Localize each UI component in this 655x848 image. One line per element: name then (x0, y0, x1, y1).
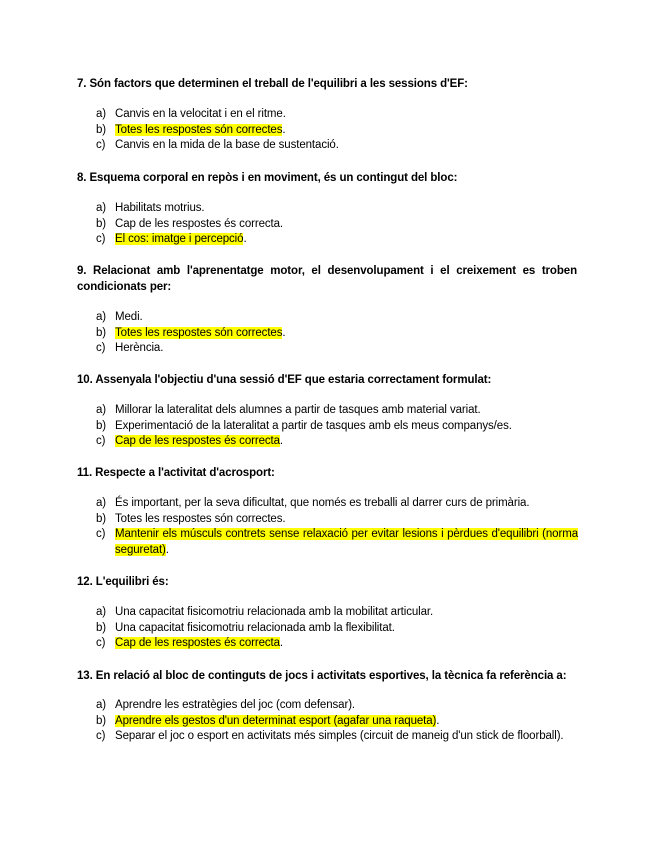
option-b-correct (96, 714, 578, 730)
option-letter: a) (96, 108, 107, 120)
question-13: 13. En relació al bloc de continguts de jocs i activitats esportives, la tècnica fa referència a: (77, 670, 567, 682)
option-letter: a) (96, 404, 107, 416)
highlighted-answer: Aprendre els gestos d'un determinat esport (agafar una raqueta) (115, 714, 437, 727)
question-9: 9. Relacionat amb l'aprenentatge motor, el desenvolupament i el creixement es troben condicionats per: (77, 265, 577, 293)
option-letter: b) (96, 419, 107, 432)
option-letter: a) (96, 699, 107, 711)
option-letter: b) (96, 512, 107, 525)
option-b (96, 621, 578, 637)
option-tail: . (165, 543, 169, 556)
option-text: Habilitats motrius. (115, 202, 205, 214)
option-text: Experimentació de la lateralitat a partir de tasques amb els meus companys/es. (115, 419, 512, 432)
option-letter: c) (96, 528, 106, 541)
option-text: Una capacitat fisicomotriu relacionada amb la mobilitat articular. (115, 606, 434, 618)
option-letter: c) (96, 233, 106, 246)
option-c (96, 729, 578, 745)
option-letter: c) (96, 342, 106, 355)
option-b (96, 217, 578, 233)
option-b (96, 419, 578, 435)
option-b (96, 512, 578, 528)
option-text: Herència. (115, 342, 164, 355)
option-c-correct (96, 434, 578, 450)
option-text: Una capacitat fisicomotriu relacionada amb la flexibilitat. (115, 621, 395, 634)
highlighted-answer: Cap de les respostes és correcta (115, 435, 280, 448)
option-c (96, 341, 578, 357)
option-letter: b) (96, 123, 107, 136)
option-text: Separar el joc o esport en activitats més simples (circuit de maneig d'un stick de floorball). (115, 730, 564, 743)
option-text: Cap de les respostes és correcta. (115, 217, 284, 230)
question-7: 7. Són factors que determinen el treball de l'equilibri a les sessions d'EF: (77, 78, 468, 90)
option-a (96, 310, 578, 326)
option-text: Canvis en la mida de la base de sustentació. (115, 139, 339, 152)
option-c-correct (96, 636, 578, 652)
option-letter: c) (96, 139, 106, 152)
question-12: 12. L'equilibri és: (77, 576, 169, 588)
option-tail: . (279, 435, 284, 448)
option-a (96, 698, 578, 714)
option-b-correct (96, 123, 578, 139)
option-text: Totes les respostes són correctes. (115, 512, 286, 525)
option-b-correct (96, 326, 578, 342)
highlighted-answer: El cos: imatge i percepció (115, 233, 244, 246)
option-a (96, 403, 578, 419)
option-letter: c) (96, 435, 106, 448)
highlighted-answer: Mantenir els músculs contrets sense relaxació per evitar lesions i pèrdues d'equilibri (norma seguretat) (115, 528, 578, 556)
option-letter: b) (96, 714, 107, 727)
options-question-9 (96, 310, 578, 357)
option-letter: b) (96, 217, 107, 230)
option-letter: a) (96, 497, 107, 509)
highlighted-answer: Totes les respostes són correctes (115, 123, 283, 136)
highlighted-answer: Cap de les respostes és correcta (115, 637, 280, 650)
option-letter: a) (96, 606, 107, 618)
option-tail: . (282, 326, 286, 339)
option-c-correct (96, 527, 578, 558)
option-tail: . (436, 714, 440, 727)
option-text: Medi. (115, 311, 143, 323)
question-11: 11. Respecte a l'activitat d'acrosport: (77, 467, 275, 479)
option-a (96, 201, 578, 217)
option-letter: a) (96, 311, 107, 323)
options-question-11 (96, 496, 578, 558)
options-question-10 (96, 403, 578, 450)
option-tail: . (243, 233, 247, 246)
options-question-8 (96, 201, 578, 248)
option-c-correct (96, 232, 578, 248)
option-letter: c) (96, 637, 106, 650)
options-question-7 (96, 107, 578, 154)
options-question-13 (96, 698, 578, 745)
option-text: Millorar la lateralitat dels alumnes a partir de tasques amb material variat. (115, 404, 481, 416)
question-8: 8. Esquema corporal en repòs i en moviment, és un contingut del bloc: (77, 172, 458, 184)
option-tail: . (282, 123, 286, 136)
option-a (96, 107, 578, 123)
option-letter: c) (96, 730, 106, 743)
question-10: 10. Assenyala l'objectiu d'una sessió d'EF que estaria correctament formulat: (77, 374, 492, 386)
option-letter: b) (96, 621, 107, 634)
option-text: Canvis en la velocitat i en el ritme. (115, 108, 286, 120)
option-text: Aprendre les estratègies del joc (com defensar). (115, 699, 356, 711)
option-a (96, 605, 578, 621)
option-tail: . (279, 637, 284, 650)
option-text: És important, per la seva dificultat, que només es treballi al darrer curs de primària. (115, 497, 530, 509)
option-c (96, 138, 578, 154)
option-letter: b) (96, 326, 107, 339)
option-a (96, 496, 578, 512)
highlighted-answer: Totes les respostes són correctes (115, 326, 283, 339)
option-letter: a) (96, 202, 107, 214)
options-question-12 (96, 605, 578, 652)
